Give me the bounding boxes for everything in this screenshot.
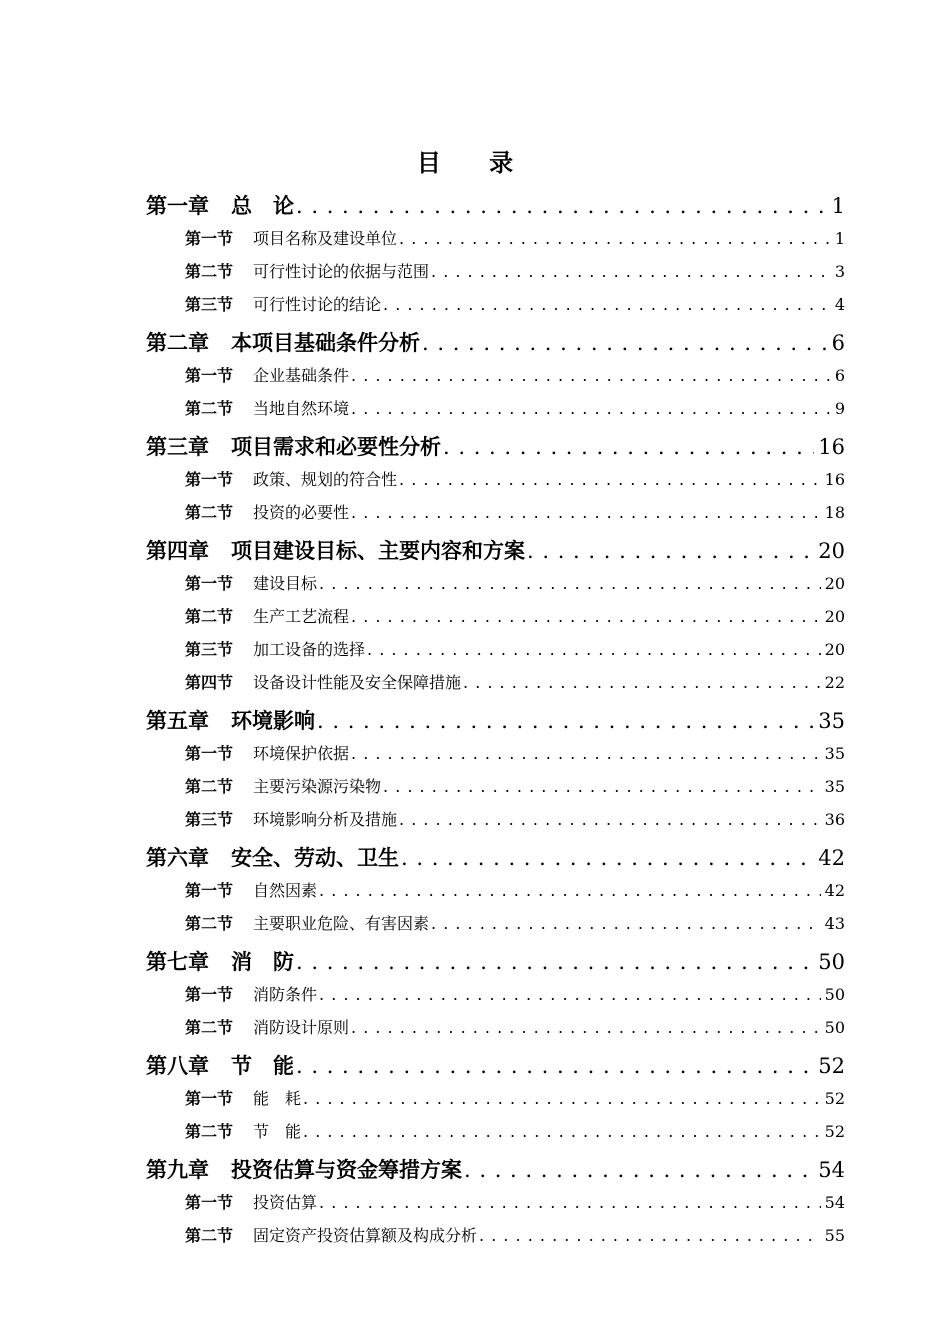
chapter-label: 第四章 — [146, 539, 209, 563]
toc-section-row[interactable] — [185, 1015, 845, 1043]
toc-chapter-row[interactable] — [146, 946, 845, 980]
section-page-number: 43 — [824, 914, 845, 933]
dot-leader — [303, 1122, 821, 1141]
chapter-title: 本项目基础条件分析 — [231, 331, 420, 355]
section-page-number: 22 — [824, 673, 845, 692]
toc-section-row[interactable] — [185, 878, 845, 906]
section-page-number: 50 — [824, 985, 845, 1004]
section-title: 主要职业危险、有害因素 — [253, 914, 430, 933]
toc-section-row[interactable] — [185, 1086, 845, 1114]
section-title: 项目名称及建设单位 — [253, 229, 398, 248]
section-page-number: 36 — [824, 810, 845, 829]
dot-leader — [319, 1193, 821, 1212]
chapter-page-number: 54 — [818, 1158, 845, 1182]
section-page-number: 18 — [824, 503, 845, 522]
chapter-page-number: 20 — [818, 539, 845, 563]
dot-leader — [351, 503, 821, 522]
dot-leader — [399, 810, 821, 829]
section-page-number: 35 — [824, 777, 845, 796]
chapter-title: 总 论 — [231, 194, 294, 218]
section-page-number: 55 — [824, 1226, 845, 1245]
section-page-number: 20 — [824, 574, 845, 593]
dot-leader — [479, 1226, 821, 1245]
chapter-page-number: 35 — [818, 709, 845, 733]
section-page-number: 52 — [824, 1122, 845, 1141]
toc-section-row[interactable] — [185, 396, 845, 424]
section-label: 第一节 — [185, 470, 234, 489]
section-label: 第三节 — [185, 640, 234, 659]
chapter-title: 环境影响 — [231, 709, 315, 733]
section-label: 第一节 — [185, 229, 234, 248]
chapter-page-number: 6 — [831, 331, 845, 355]
chapter-title: 项目建设目标、主要内容和方案 — [231, 539, 525, 563]
section-label: 第三节 — [185, 295, 234, 314]
chapter-label: 第六章 — [146, 846, 209, 870]
dot-leader — [401, 846, 814, 870]
section-title: 环境保护依据 — [253, 744, 350, 763]
toc-chapter-row[interactable] — [146, 1154, 845, 1188]
chapter-label: 第九章 — [146, 1158, 209, 1182]
dot-leader — [367, 640, 821, 659]
section-page-number: 9 — [834, 399, 845, 418]
section-label: 第二节 — [185, 399, 234, 418]
chapter-label: 第三章 — [146, 435, 209, 459]
toc-chapter-row[interactable] — [146, 705, 845, 739]
chapter-page-number: 1 — [831, 194, 845, 218]
toc-section-row[interactable] — [185, 670, 845, 698]
section-label: 第二节 — [185, 1122, 234, 1141]
section-label: 第三节 — [185, 810, 234, 829]
dot-leader — [296, 1054, 814, 1078]
toc-section-row[interactable] — [185, 807, 845, 835]
toc-chapter-row[interactable] — [146, 1050, 845, 1084]
section-title: 政策、规划的符合性 — [253, 470, 398, 489]
dot-leader — [351, 1018, 821, 1037]
toc-section-row[interactable] — [185, 500, 845, 528]
toc-chapter-row[interactable] — [146, 842, 845, 876]
toc-chapter-row[interactable] — [146, 190, 845, 224]
dot-leader — [351, 399, 831, 418]
section-title: 节 能 — [253, 1122, 302, 1141]
toc-section-row[interactable] — [185, 741, 845, 769]
chapter-title: 投资估算与资金筹措方案 — [231, 1158, 462, 1182]
section-label: 第二节 — [185, 777, 234, 796]
section-page-number: 42 — [824, 881, 845, 900]
section-page-number: 35 — [824, 744, 845, 763]
section-title: 当地自然环境 — [253, 399, 350, 418]
dot-leader — [383, 777, 821, 796]
dot-leader — [383, 295, 831, 314]
section-label: 第二节 — [185, 607, 234, 626]
chapter-page-number: 42 — [818, 846, 845, 870]
toc-section-row[interactable] — [185, 637, 845, 665]
section-title: 能 耗 — [253, 1089, 302, 1108]
toc-section-row[interactable] — [185, 604, 845, 632]
dot-leader — [351, 366, 831, 385]
chapter-page-number: 50 — [818, 950, 845, 974]
toc-section-row[interactable] — [185, 259, 845, 287]
dot-leader — [296, 950, 814, 974]
dot-leader — [431, 914, 821, 933]
section-title: 可行性讨论的依据与范围 — [253, 262, 430, 281]
chapter-label: 第七章 — [146, 950, 209, 974]
dot-leader — [443, 435, 814, 459]
dot-leader — [422, 331, 828, 355]
section-title: 设备设计性能及安全保障措施 — [253, 673, 462, 692]
chapter-label: 第一章 — [146, 194, 209, 218]
toc-chapter-row[interactable] — [146, 535, 845, 569]
dot-leader — [463, 673, 821, 692]
section-label: 第二节 — [185, 1226, 234, 1245]
section-label: 第一节 — [185, 881, 234, 900]
dot-leader — [431, 262, 831, 281]
toc-section-row[interactable] — [185, 982, 845, 1010]
section-title: 生产工艺流程 — [253, 607, 350, 626]
toc-section-row[interactable] — [185, 292, 845, 320]
section-page-number: 20 — [824, 607, 845, 626]
toc-section-row[interactable] — [185, 226, 845, 254]
chapter-label: 第八章 — [146, 1054, 209, 1078]
dot-leader — [319, 985, 821, 1004]
toc-title: 目 录 — [416, 149, 534, 177]
chapter-title: 节 能 — [231, 1054, 294, 1078]
section-page-number: 16 — [824, 470, 845, 489]
toc-section-row[interactable] — [185, 467, 845, 495]
dot-leader — [351, 744, 821, 763]
toc-section-row[interactable] — [185, 363, 845, 391]
section-page-number: 54 — [824, 1193, 845, 1212]
section-label: 第二节 — [185, 503, 234, 522]
dot-leader — [399, 229, 831, 248]
section-title: 环境影响分析及措施 — [253, 810, 398, 829]
dot-leader — [317, 709, 814, 733]
chapter-title: 项目需求和必要性分析 — [231, 435, 441, 459]
toc-section-row[interactable] — [185, 1223, 845, 1251]
toc-section-row[interactable] — [185, 1119, 845, 1147]
section-label: 第一节 — [185, 1089, 234, 1108]
toc-section-row[interactable] — [185, 911, 845, 939]
toc-section-row[interactable] — [185, 571, 845, 599]
section-label: 第一节 — [185, 744, 234, 763]
section-page-number: 4 — [834, 295, 845, 314]
chapter-title: 消 防 — [231, 950, 294, 974]
section-title: 投资估算 — [253, 1193, 318, 1212]
section-page-number: 1 — [834, 229, 845, 248]
section-title: 建设目标 — [253, 574, 318, 593]
chapter-label: 第五章 — [146, 709, 209, 733]
dot-leader — [319, 881, 821, 900]
dot-leader — [303, 1089, 821, 1108]
section-page-number: 6 — [834, 366, 845, 385]
section-label: 第一节 — [185, 985, 234, 1004]
section-page-number: 52 — [824, 1089, 845, 1108]
section-label: 第二节 — [185, 262, 234, 281]
section-label: 第一节 — [185, 1193, 234, 1212]
dot-leader — [319, 574, 821, 593]
section-label: 第一节 — [185, 366, 234, 385]
toc-section-row[interactable] — [185, 774, 845, 802]
section-title: 自然因素 — [253, 881, 318, 900]
chapter-title: 安全、劳动、卫生 — [231, 846, 399, 870]
section-label: 第二节 — [185, 1018, 234, 1037]
section-page-number: 3 — [834, 262, 845, 281]
toc-section-row[interactable] — [185, 1190, 845, 1218]
section-title: 固定资产投资估算额及构成分析 — [253, 1226, 478, 1245]
dot-leader — [351, 607, 821, 626]
chapter-label: 第二章 — [146, 331, 209, 355]
section-title: 消防条件 — [253, 985, 318, 1004]
section-label: 第四节 — [185, 673, 234, 692]
section-title: 消防设计原则 — [253, 1018, 350, 1037]
chapter-page-number: 52 — [818, 1054, 845, 1078]
section-label: 第二节 — [185, 914, 234, 933]
section-title: 可行性讨论的结论 — [253, 295, 382, 314]
toc-chapter-row[interactable] — [146, 327, 845, 361]
dot-leader — [296, 194, 828, 218]
dot-leader — [399, 470, 821, 489]
section-page-number: 50 — [824, 1018, 845, 1037]
dot-leader — [527, 539, 814, 563]
toc-chapter-row[interactable] — [146, 431, 845, 465]
section-label: 第一节 — [185, 574, 234, 593]
chapter-page-number: 16 — [818, 435, 845, 459]
section-title: 投资的必要性 — [253, 503, 350, 522]
section-title: 加工设备的选择 — [253, 640, 366, 659]
dot-leader — [464, 1158, 814, 1182]
section-page-number: 20 — [824, 640, 845, 659]
section-title: 主要污染源污染物 — [253, 777, 382, 796]
section-title: 企业基础条件 — [253, 366, 350, 385]
